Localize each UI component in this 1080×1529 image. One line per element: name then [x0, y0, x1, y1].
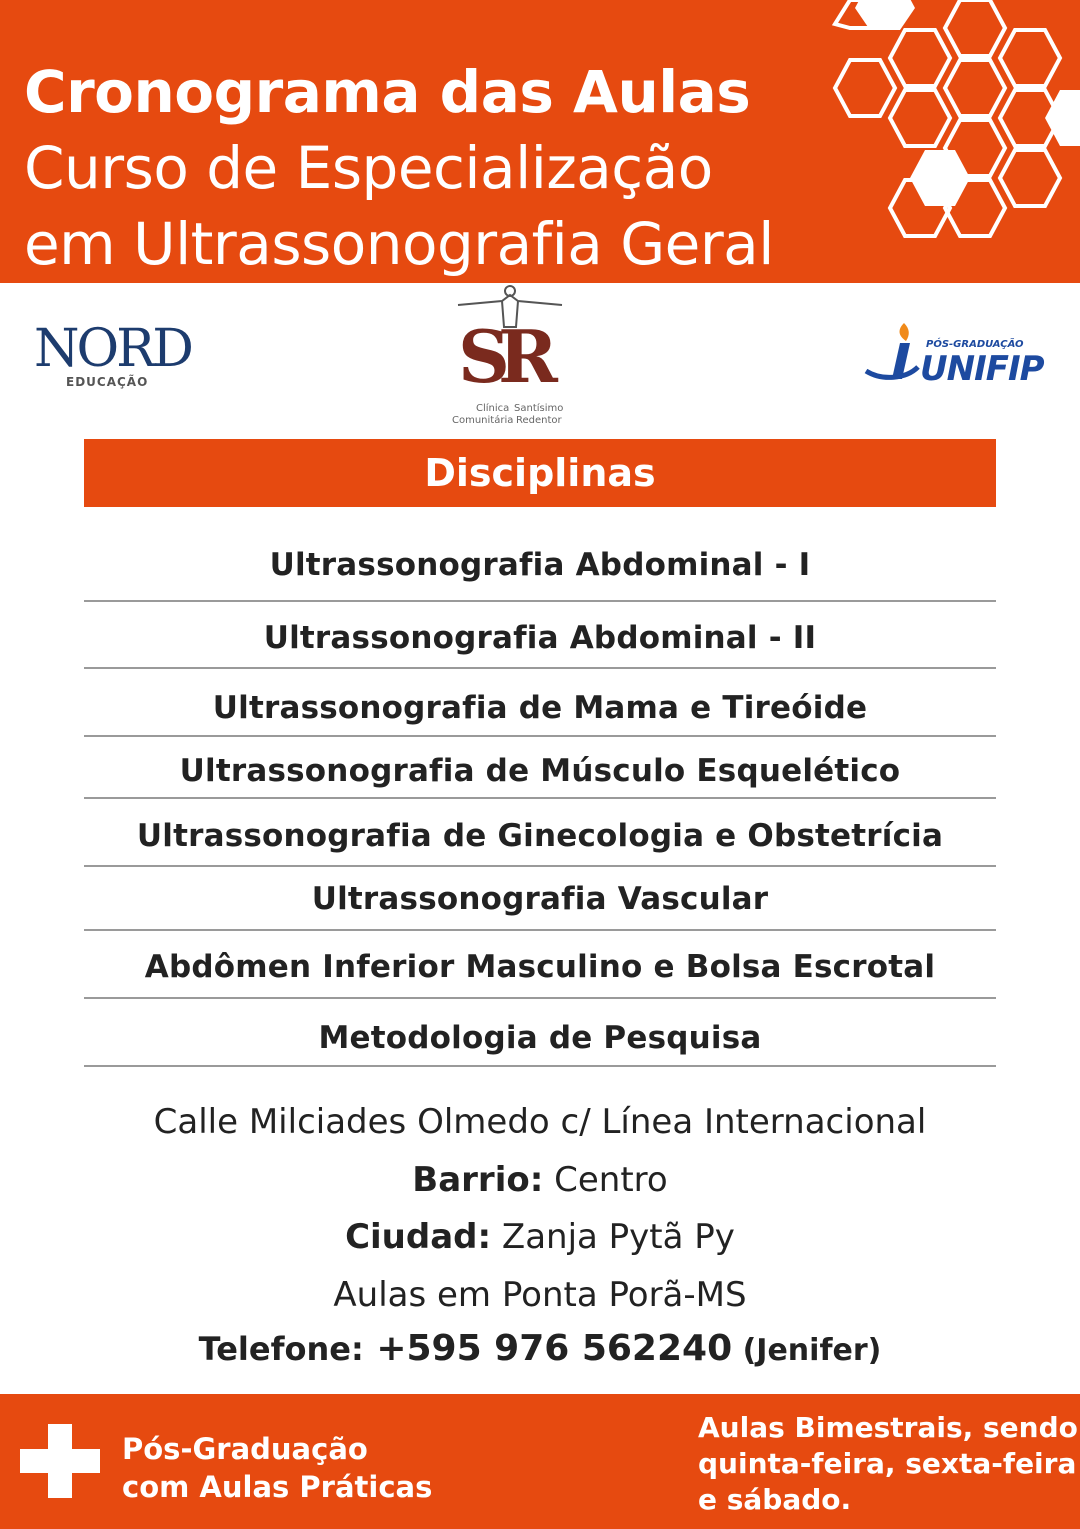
discipline-divider: [84, 735, 996, 737]
discipline-divider: [84, 865, 996, 867]
footer-left-line-2: com Aulas Práticas: [122, 1470, 433, 1504]
sr-caption-clinica: Clínica: [476, 403, 510, 414]
discipline-item: Ultrassonografia de Músculo Esquelético: [179, 753, 901, 789]
aulas-location: Aulas em Ponta Porã-MS: [333, 1275, 747, 1315]
nord-wordmark: NORD: [34, 319, 191, 379]
telefone-line: [0, 1328, 1080, 1369]
medical-cross-icon: [20, 1424, 100, 1498]
discipline-divider: [84, 929, 996, 931]
address-line: Calle Milciades Olmedo c/ Línea Internacional: [153, 1102, 927, 1142]
title-line-1: Cronograma das Aulas: [24, 58, 751, 126]
barrio-label: Barrio:: [412, 1160, 544, 1200]
hexagon-pattern-icon: [810, 0, 1080, 283]
unifip-logo: [862, 321, 1042, 391]
nord-subtitle: EDUCAÇÃO: [66, 375, 149, 389]
discipline-item: Ultrassonografia de Mama e Tireóide: [212, 690, 868, 726]
discipline-divider: [84, 600, 996, 602]
sr-clinic-logo: [440, 283, 580, 433]
unifip-tagline: PÓS-GRADUAÇÃO: [926, 339, 1024, 350]
header-banner: [0, 0, 1080, 283]
torch-icon: [862, 321, 922, 391]
discipline-divider: [84, 797, 996, 799]
sr-caption-santisimo: Santísimo: [514, 403, 564, 414]
footer-right-text: [698, 1410, 1078, 1518]
discipline-item: Metodologia de Pesquisa: [318, 1020, 762, 1056]
footer-banner: [0, 1394, 1080, 1529]
footer-right-line-3: e sábado.: [698, 1483, 852, 1516]
discipline-item: Ultrassonografia Abdominal - I: [269, 547, 811, 583]
footer-right-line-1: Aulas Bimestrais, sendo: [698, 1411, 1078, 1444]
barrio-value: Centro: [543, 1160, 668, 1200]
sr-monogram: SR: [458, 314, 546, 399]
footer-left-line-1: Pós-Graduação: [122, 1432, 368, 1466]
footer-left-text: [122, 1430, 432, 1506]
telefone-contact: (Jenifer): [732, 1333, 882, 1368]
telefone-number: +595 976 562240: [363, 1328, 733, 1369]
discipline-divider: [84, 1065, 996, 1067]
discipline-item: Ultrassonografia Abdominal - II: [263, 620, 817, 656]
discipline-divider: [84, 667, 996, 669]
ciudad-line: [0, 1217, 1080, 1257]
telefone-label: Telefone:: [198, 1330, 364, 1368]
title-line-3: em Ultrassonografia Geral: [24, 210, 774, 278]
ciudad-label: Ciudad:: [345, 1217, 492, 1257]
disciplinas-heading: Disciplinas: [84, 439, 996, 507]
footer-right-line-2: quinta-feira, sexta-feira: [698, 1447, 1077, 1480]
discipline-divider: [84, 997, 996, 999]
nord-logo: [34, 319, 191, 389]
sr-caption-redentor: Redentor: [516, 415, 562, 426]
partner-logos: [0, 283, 1080, 433]
unifip-wordmark: UNIFIP: [920, 349, 1044, 389]
barrio-line: [0, 1160, 1080, 1200]
discipline-item: Ultrassonografia de Ginecologia e Obstetrícia: [136, 818, 944, 854]
ciudad-value: Zanja Pytã Py: [491, 1217, 735, 1257]
title-line-2: Curso de Especialização: [24, 134, 713, 202]
discipline-item: Abdômen Inferior Masculino e Bolsa Escrotal: [144, 949, 936, 985]
discipline-item: Ultrassonografia Vascular: [311, 881, 769, 917]
sr-caption-comunitaria: Comunitária: [452, 415, 514, 426]
